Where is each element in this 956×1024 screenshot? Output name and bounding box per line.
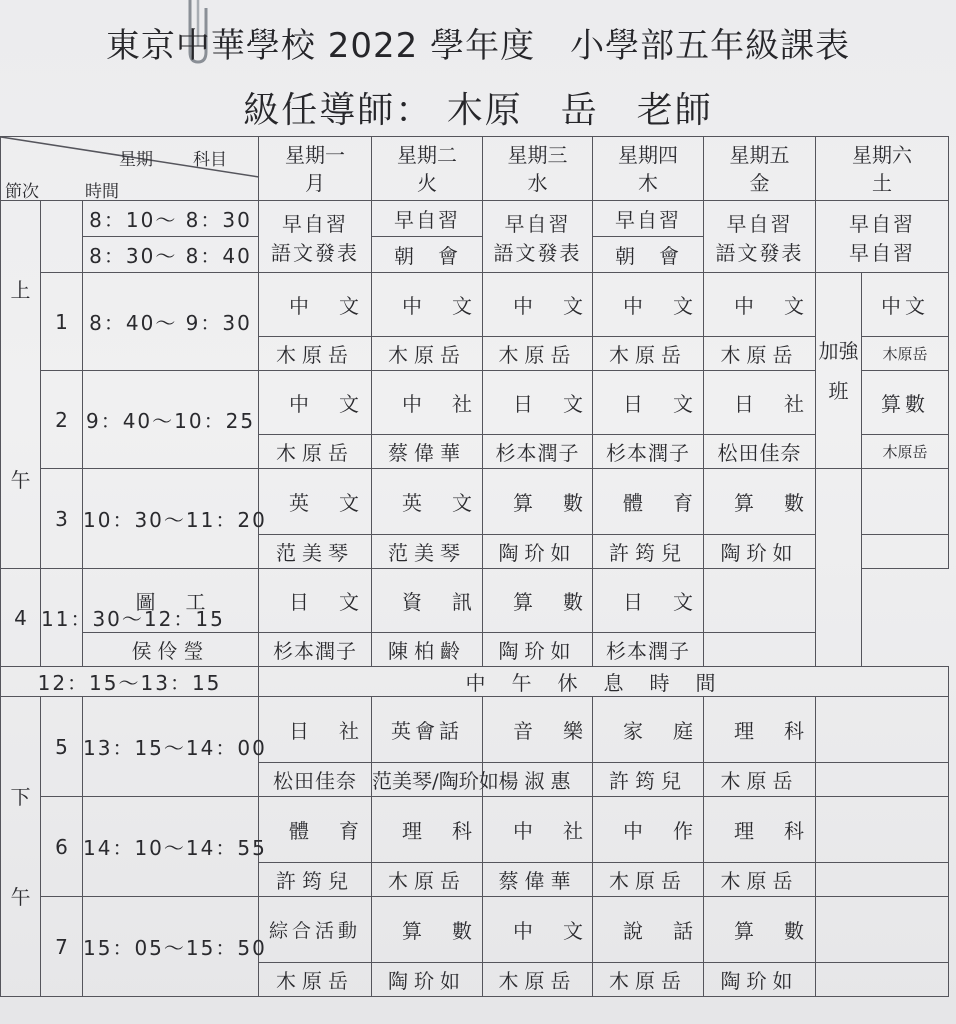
corner-header: [1, 137, 259, 201]
subject-cell: 說話: [593, 897, 704, 963]
subject-cell: 家庭: [593, 697, 704, 763]
teacher-cell: 杉本潤子: [593, 633, 704, 667]
period-2-subjects: [1, 371, 949, 435]
time-cell: 8：30～ 8：40: [83, 237, 259, 273]
saturday-empty: [816, 797, 949, 863]
subject-cell: 算數: [372, 897, 483, 963]
day-header-mon: 星期一 月: [259, 137, 372, 201]
teacher-cell: 木原岳: [483, 963, 593, 997]
teacher-cell: 木原岳: [862, 337, 949, 371]
teacher-cell: 杉本潤子: [483, 435, 593, 469]
saturday-empty: [816, 897, 949, 963]
time-cell: 14：10～14：55: [83, 797, 259, 897]
morning-cell: 早自習 語文發表: [704, 201, 816, 273]
subject-cell: 日文: [593, 371, 704, 435]
period-number: 7: [41, 897, 83, 997]
time-cell: 15：05～15：50: [83, 897, 259, 997]
period-4-teachers: [1, 633, 949, 667]
subject-cell: 中社: [372, 371, 483, 435]
teacher-cell: 陶玠如: [704, 963, 816, 997]
morning-cell: 早自習 早自習: [816, 201, 949, 273]
subject-cell: 中社: [483, 797, 593, 863]
teacher-cell: 木原岳: [372, 337, 483, 371]
lunch-row: [1, 667, 949, 697]
day-header-fri: 星期五 金: [704, 137, 816, 201]
time-cell: 13：15～14：00: [83, 697, 259, 797]
time-cell: 11：30～12：15: [41, 569, 83, 667]
teacher-cell: 蔡偉華: [372, 435, 483, 469]
teacher-cell: 木原岳: [593, 337, 704, 371]
corner-subject: 科目: [193, 150, 227, 170]
saturday-empty: [816, 697, 949, 763]
subject-cell: 英文: [372, 469, 483, 535]
corner-period: 節次: [5, 182, 39, 202]
teacher-cell: 杉本潤子: [259, 633, 372, 667]
subject-cell: 日文: [483, 371, 593, 435]
day-header-tue: 星期二 火: [372, 137, 483, 201]
subject-cell: 資訊: [372, 569, 483, 633]
subject-cell: 體育: [593, 469, 704, 535]
saturday-empty: [862, 469, 949, 535]
subject-cell: 體育: [259, 797, 372, 863]
teacher-cell: 木原岳: [259, 963, 372, 997]
time-cell: 8：40～ 9：30: [83, 273, 259, 371]
teacher-cell: 范美琴: [372, 535, 483, 569]
teacher-cell: 木原岳: [259, 337, 372, 371]
subject-cell: 中文: [704, 273, 816, 337]
subject-cell: 日文: [593, 569, 704, 633]
morning-row-1: [1, 201, 949, 237]
teacher-cell: 許筠兒: [259, 863, 372, 897]
subject-cell: 英會話: [372, 697, 483, 763]
subject-cell: 日社: [259, 697, 372, 763]
teacher-cell: 陶玠如: [704, 535, 816, 569]
period-number: 1: [41, 273, 83, 371]
teacher-cell: 陶玠如: [483, 535, 593, 569]
subject-cell: 算數: [483, 569, 593, 633]
subject-cell: 理科: [704, 797, 816, 863]
time-cell: 9：40～10：25: [83, 371, 259, 469]
subject-cell: 理科: [372, 797, 483, 863]
subject-cell: 中文: [483, 273, 593, 337]
teacher-cell: 楊淑惠: [483, 763, 593, 797]
teacher-cell: 木原岳: [593, 863, 704, 897]
subject-cell: 算數: [483, 469, 593, 535]
period-number: 2: [41, 371, 83, 469]
subject-cell: 算數: [704, 469, 816, 535]
teacher-cell: 松田佳奈: [704, 435, 816, 469]
teacher-cell: 范美琴/陶玠如: [372, 763, 483, 797]
subject-cell: 算數: [704, 897, 816, 963]
teacher-cell: 木原岳: [862, 435, 949, 469]
subject-cell: 圖工: [83, 569, 259, 633]
teacher-cell: 蔡偉華: [483, 863, 593, 897]
subject-cell: 日社: [704, 371, 816, 435]
subject-cell: 理科: [704, 697, 816, 763]
morning-cell: 朝 會: [372, 237, 483, 273]
morning-cell: 早自習 語文發表: [483, 201, 593, 273]
period-7-subjects: [1, 897, 949, 963]
subject-cell: 中文: [862, 273, 949, 337]
time-cell: 8：10～ 8：30: [83, 201, 259, 237]
saturday-empty: [816, 763, 949, 797]
teacher-cell: 木原岳: [704, 763, 816, 797]
period-number: 5: [41, 697, 83, 797]
teacher-cell: 杉本潤子: [593, 435, 704, 469]
period-6-subjects: [1, 797, 949, 863]
period-1-subjects: [1, 273, 949, 337]
saturday-empty: [816, 863, 949, 897]
subject-cell: 日文: [259, 569, 372, 633]
teacher-cell: 木原岳: [593, 963, 704, 997]
timetable: [0, 136, 949, 997]
subject-cell: 中作: [593, 797, 704, 863]
teacher-cell: 陶玠如: [372, 963, 483, 997]
subject-cell: 中文: [372, 273, 483, 337]
morning-period: [41, 201, 83, 273]
teacher-cell: 木原岳: [704, 337, 816, 371]
day-header-thu: 星期四 木: [593, 137, 704, 201]
morning-cell: 朝 會: [593, 237, 704, 273]
lunch-label: 中午休息時間: [259, 667, 949, 697]
subject-cell: 中文: [483, 897, 593, 963]
teacher-cell: 侯伶瑩: [83, 633, 259, 667]
subject-cell: 中文: [593, 273, 704, 337]
period-4-subjects: [1, 569, 949, 633]
teacher-cell: 木原岳: [259, 435, 372, 469]
lunch-time: 12：15～13：15: [1, 667, 259, 697]
period-3-subjects: [1, 469, 949, 535]
morning-cell: 早自習: [593, 201, 704, 237]
teacher-cell: 許筠兒: [593, 535, 704, 569]
period-5-subjects: [1, 697, 949, 763]
document-title: 東京中華學校 2022 學年度 小學部五年級課表: [105, 26, 851, 66]
teacher-cell: 范美琴: [259, 535, 372, 569]
teacher-cell: 木原岳: [483, 337, 593, 371]
teacher-cell: 木原岳: [704, 863, 816, 897]
subject-cell: 綜合活動: [259, 897, 372, 963]
teacher-cell: 陶玠如: [483, 633, 593, 667]
period-number: 3: [41, 469, 83, 569]
saturday-extra-class: 加強班: [816, 273, 862, 469]
corner-day: 星期: [119, 150, 153, 170]
day-header-wed: 星期三 水: [483, 137, 593, 201]
period-number: 6: [41, 797, 83, 897]
homeroom-teacher: 級任導師： 木原 岳 老師: [243, 90, 713, 131]
subject-cell: 算數: [862, 371, 949, 435]
day-header-sat: 星期六 土: [816, 137, 949, 201]
teacher-cell: 陳柏齡: [372, 633, 483, 667]
saturday-empty: [816, 963, 949, 997]
teacher-cell: 許筠兒: [593, 763, 704, 797]
subject-cell: 中文: [259, 371, 372, 435]
subject-cell: 音樂: [483, 697, 593, 763]
morning-cell: 早自習: [372, 201, 483, 237]
period-number: 4: [1, 569, 41, 667]
subject-cell: 英文: [259, 469, 372, 535]
subject-cell: 中文: [259, 273, 372, 337]
saturday-empty: [704, 633, 816, 667]
morning-cell: 早自習 語文發表: [259, 201, 372, 273]
am-label: 上 午: [1, 201, 41, 569]
teacher-cell: 松田佳奈: [259, 763, 372, 797]
saturday-empty: [862, 535, 949, 569]
corner-time: 時間: [85, 182, 119, 202]
header-row: [1, 137, 949, 201]
teacher-cell: 木原岳: [372, 863, 483, 897]
pm-label: 下 午: [1, 697, 41, 997]
time-cell: 10：30～11：20: [83, 469, 259, 569]
